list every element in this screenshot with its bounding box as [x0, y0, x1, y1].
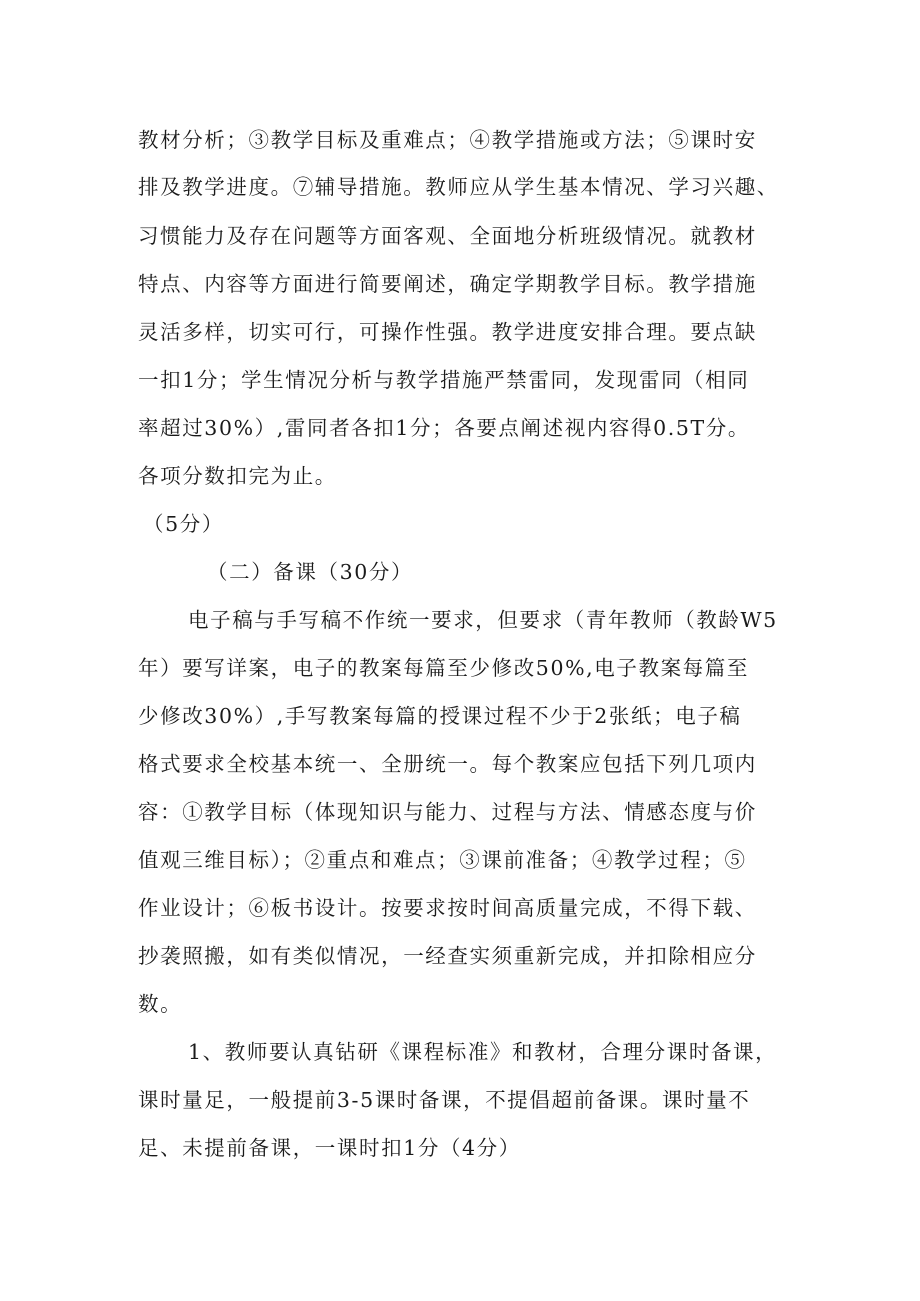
text-line: 各项分数扣完为止。	[138, 464, 337, 488]
text-line: （5分）	[143, 512, 224, 536]
text-line: 足、未提前备课，一课时扣1分（4分）	[138, 1136, 521, 1160]
section-heading: （二）备课（30分）	[207, 560, 414, 584]
text-line: 抄袭照搬，如有类似情况，一经查实须重新完成，并扣除相应分	[138, 944, 757, 968]
text-line: 一扣1分；学生情况分析与教学措施严禁雷同，发现雷同（相同	[138, 368, 750, 392]
text-line: 数。	[138, 992, 183, 1016]
text-line: 1、教师要认真钻研《课程标准》和教材，合理分课时备课，	[188, 1040, 778, 1064]
text-line: 特点、内容等方面进行简要阐述，确定学期教学目标。教学措施	[138, 272, 757, 296]
text-line: 作业设计；⑥板书设计。按要求按时间高质量完成，不得下载、	[138, 896, 757, 920]
text-line: 年）要写详案，电子的教案每篇至少修改50%,电子教案每篇至	[138, 656, 749, 680]
text-line: 率超过30%）,雷同者各扣1分；各要点阐述视内容得0.5T分。	[138, 416, 750, 440]
text-line: 排及教学进度。⑦辅导措施。教师应从学生基本情况、学习兴趣、	[138, 175, 779, 199]
text-line: 教材分析；③教学目标及重难点；④教学措施或方法；⑤课时安	[138, 128, 757, 152]
text-line: 习惯能力及存在问题等方面客观、全面地分析班级情况。就教材	[138, 224, 757, 248]
text-line: 电子稿与手写稿不作统一要求，但要求（青年教师（教龄W5	[188, 608, 778, 632]
text-line: 灵活多样，切实可行，可操作性强。教学进度安排合理。要点缺	[138, 320, 757, 344]
text-line: 容：①教学目标（体现知识与能力、过程与方法、情感态度与价	[138, 800, 757, 824]
text-line: 少修改30%）,手写教案每篇的授课过程不少于2张纸；电子稿	[138, 704, 742, 728]
text-line: 格式要求全校基本统一、全册统一。每个教案应包括下列几项内	[138, 752, 757, 776]
text-line: 值观三维目标）；②重点和难点；③课前准备；④教学过程；⑤	[138, 848, 747, 872]
text-line: 课时量足，一般提前3-5课时备课，不提倡超前备课。课时量不	[138, 1088, 751, 1112]
